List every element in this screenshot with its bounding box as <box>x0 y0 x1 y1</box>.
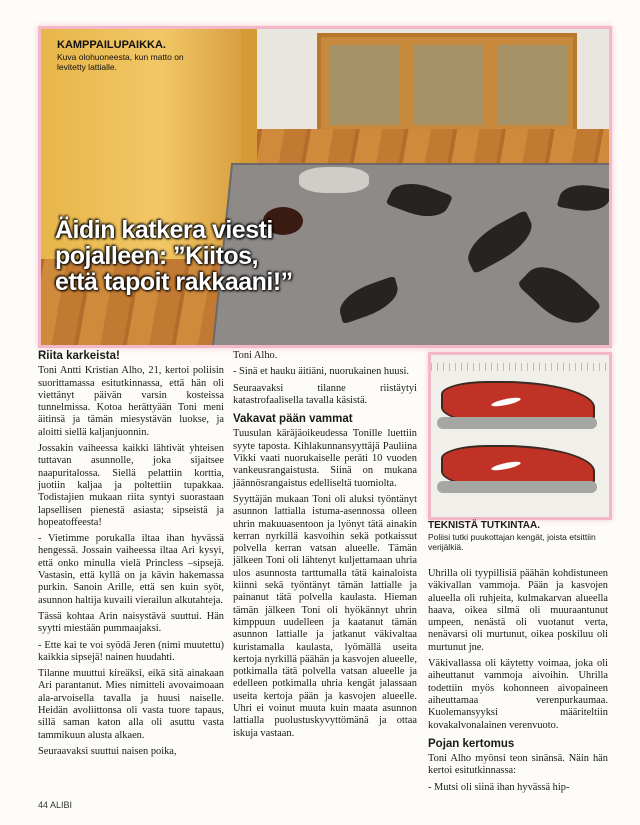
paragraph: Syyttäjän mukaan Toni oli aluksi työntänyt asunnon lattialla istuma-asennossa olleen uhrin makuuasentoon ja lyönyt tätä ainakin kerran nyrkillä kasvoihin sekä potkaissut polvella kerran vatsan alueelle. Tämän jälkeen Toni oli lähtenyt kuljettamaan uhria ulos asunnosta tarttumalla tätä kainaloista kiinni sekä työntänyt tämän lattialle ja painanut tätä polvella kaulasta. Hieman tämän jälkeen Toni oli hyökännyt uhrin kimppuun uudelleen ja kaatanut tämän asunnon lattialle ja jatkanut väkivaltaa kuristamalla kaulasta, lyömällä useita kertoja nyrkillä päähän ja kasvojen alueelle, potkimalla tätä polvella vatsan alueelle ja edelleen potkimalla uhria kengät jalassaan useita kertoja pään ja kasvojen alueelle. Uhri ei voinut muuta kuin maata asunnon lattialla puolustuskyvyttömänä ja ottaa iskuja vastaan. <box>233 493 417 739</box>
paragraph: Tilanne muuttui kireäksi, eikä sitä ainakaan Ari parantanut. Mies nimitteli avovaimoaan ala-arvoisella tavalla ja huusi naiselle. Heidän avoliittonsa oli vasta tuore tapaus, sillä saman katon alla oli asuttu vasta tammikuun alusta alkaen. <box>38 668 224 741</box>
photo-caption: Kuva olohuoneesta, kun matto on levitetty lattialle. <box>57 52 184 72</box>
paragraph: Tuusulan käräjäoikeudessa Tonille luettiin syyte taposta. Kihlakunnansyyttäjä Pauliina Vikki vaati nuorukaiselle peräti 10 vuoden vankeusrangaistusta. Siinä on mukana jäännösrangaistus edelliseltä tuomiolta. <box>233 428 417 489</box>
photo-shoe-sole <box>437 481 597 493</box>
photo-caption-title: KAMPPAILUPAIKKA. <box>57 39 166 51</box>
shoes-caption-title: TEKNISTÄ TUTKINTAA. <box>428 520 541 531</box>
article-headline: Äidin katkera viesti pojalleen: ”Kiitos, että tapoit rakkaani!” <box>55 216 293 296</box>
article-column-3 <box>428 568 608 794</box>
photo-plastic-bag <box>299 167 369 193</box>
section-heading: Riita karkeista! <box>38 350 120 362</box>
paragraph: Väkivallassa oli käytetty voimaa, joka oli aiheuttanut vammoja aivoihin. Uhrilla todettiin myös kohonneen aivopaineen aiheuttamaa verenpurkaumaa. Kuolemansyyksi määriteltiin kovakalvonalainen verenvuoto. <box>428 658 608 731</box>
section-heading: Vakavat pään vammat <box>233 413 353 426</box>
living-room-photo <box>38 26 612 348</box>
rug-leaf <box>386 176 453 225</box>
paragraph: Tässä kohtaa Arin naisystävä suuttui. Hän syytti miestään pummaajaksi. <box>38 610 224 635</box>
photo-shelf-glass <box>497 45 567 125</box>
photo-shelf-glass <box>329 45 399 125</box>
paragraph: - Vietimme porukalla iltaa ihan hyvässä hengessä. Jossain vaiheessa iltaa Ari kysyi, että onko minulla vielä Princless –sipsejä. Vastasin, että kyllä on ja kävin hakemassa purkin. Sanoin Arille, että sen kuin syöt, asunnon haltija kuvaili vierailun alkutahteja. <box>38 533 224 606</box>
rug-leaf <box>557 181 612 215</box>
paragraph: - Ette kai te voi syödä Jeren (nimi muutettu) kaikkia sipsejä! nainen huudahti. <box>38 639 224 663</box>
paragraph: Jossakin vaiheessa kaikki lähtivät yhteisen tuttavan asunnolle, joka sijaitsee naapuritalossa. Siellä pelattiin korttia, juotiin kaljaa ja poltettiin tupakkaa. Todistajien mukaan riita syntyi suorastaan lapsellisen pienestä asiasta; sipseistä ja hopeatoffeesta! <box>38 443 224 528</box>
article-column-1 <box>38 350 224 758</box>
paragraph: Toni Antti Kristian Alho, 21, kertoi poliisin suorittamassa esitutkinnassa, että hän oli viettänyt päivän varsin kosteissa tunnelmissa. Kotoa herättyään Toni meni äitinsä ja tämän miesystävän luokse, ja aloitti siellä kaljanjuonnin. <box>38 365 224 438</box>
page-number: 44 ALIBI <box>38 800 73 810</box>
photo-shelf-unit <box>317 33 577 133</box>
paragraph: Seuraavaksi tilanne riistäytyi katastrofaalisella tavalla käsistä. <box>233 382 417 406</box>
rug-leaf <box>336 276 402 325</box>
photo-shelf-glass <box>413 45 483 125</box>
shoes-photo <box>428 352 612 520</box>
photo-shoe-sole <box>437 417 597 429</box>
paragraph: Uhrilla oli tyypillisiä päähän kohdistuneen väkivallan vammoja. Pään ja kasvojen alueella oli ruhjeita, kulmakarvan alueella haava, oikea silmä oli muuraantunut umpeen, nenästä oli vuotanut verta, nenävarsi oli murtunut, oikea poskiluu oli murtunut jne. <box>428 568 608 653</box>
rug-leaf <box>461 210 539 274</box>
photo-ruler <box>431 363 609 371</box>
section-heading: Pojan kertomus <box>428 737 515 750</box>
shoes-caption: Poliisi tutki puukottajan kengät, joista etsittiin verijälkiä. <box>428 532 596 552</box>
article-column-2 <box>233 350 417 740</box>
paragraph: - Sinä et hauku äitiäni, nuorukainen huusi. <box>233 366 410 378</box>
paragraph: Toni Alho. <box>233 350 278 361</box>
paragraph: - Mutsi oli siinä ihan hyvässä hip- <box>428 781 570 793</box>
paragraph: Seuraavaksi suuttui naisen poika, <box>38 745 177 757</box>
paragraph: Toni Alho myönsi teon sinänsä. Näin hän kertoi esitutkinnassa: <box>428 753 608 777</box>
rug-leaf <box>517 254 602 336</box>
